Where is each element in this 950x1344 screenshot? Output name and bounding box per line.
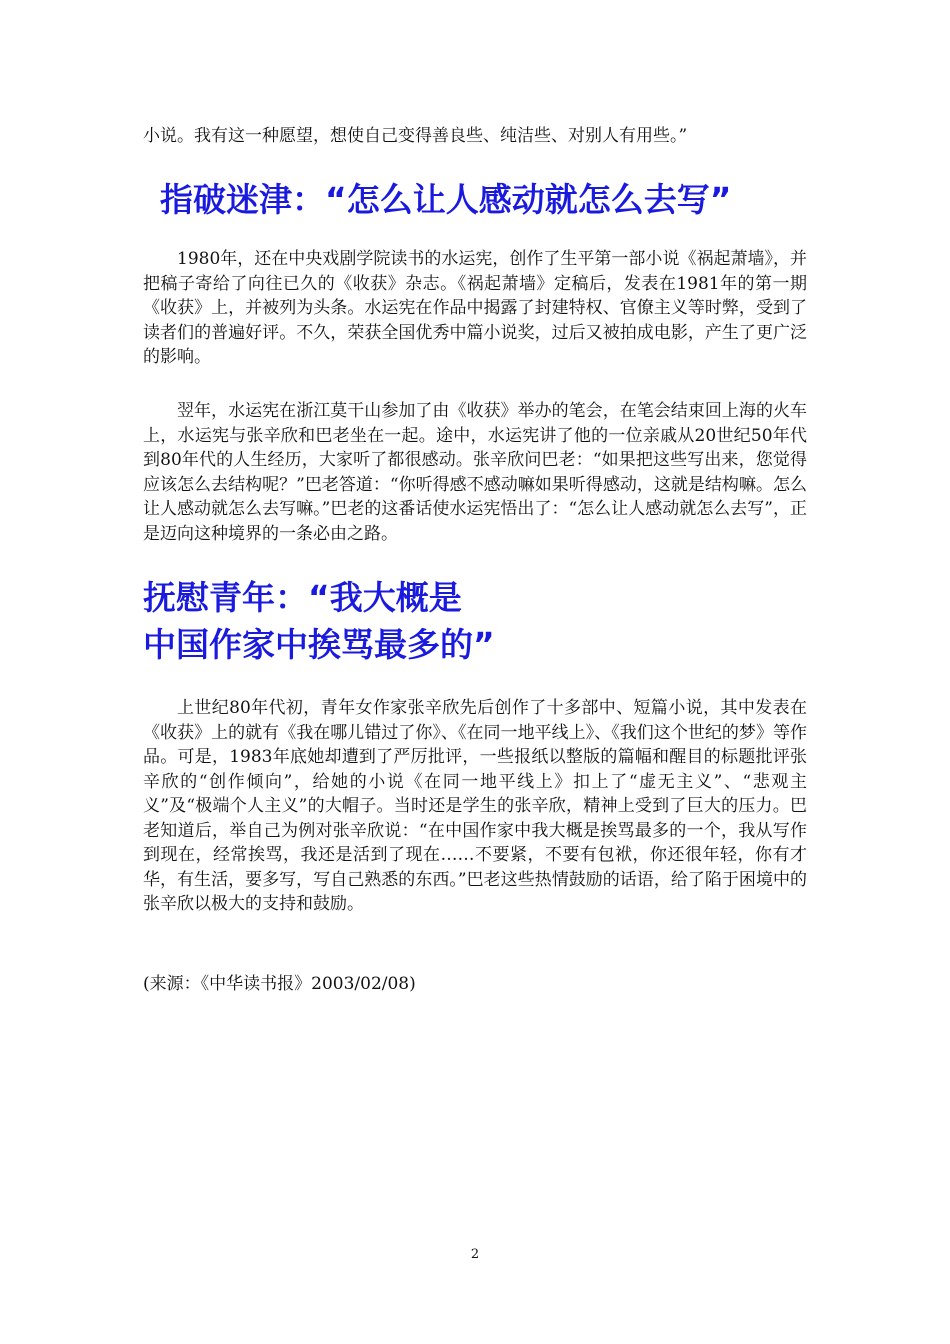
section1-paragraph-2: 翌年，水运宪在浙江莫干山参加了由《收获》举办的笔会，在笔会结束回上海的火车上，水运宪与张辛欣和巴老坐在一起。途中，水运宪讲了他的一位亲戚从20世纪50年代到80年代的人生经历，大家听了都很感动。张辛欣问巴老：“如果把这些写出来，您觉得应该怎么去结构呢？”巴老答道：“你听得感不感动嘛如果听得感动，这就是结构嘛。怎么让人感动就怎么去写嘛。”巴老的这番话使水运宪悟出了：“怎么让人感动就怎么去写”，正是迈向这种境界的一条必由之路。 (143, 401, 807, 544)
section1-paragraph-1: 1980年，还在中央戏剧学院读书的水运宪，创作了生平第一部小说《祸起萧墙》，并把稿子寄给了向往已久的《收获》杂志。《祸起萧墙》定稿后，发表在1981年的第一期《收获》上，并被列为头条。水运宪在作品中揭露了封建特权、官僚主义等时弊，受到了读者们的普遍好评。不久，荣获全国优秀中篇小说奖，过后又被拍成电影，产生了更广泛的影响。 (143, 249, 807, 367)
section2-heading-line1: 抚慰青年：“我大概是 (143, 578, 462, 617)
source-citation: (来源：《中华读书报》2003/02/08) (143, 974, 416, 994)
intro-line: 小说。我有这一种愿望，想使自己变得善良些、纯洁些、对别人有用些。” (143, 126, 688, 146)
section2-paragraph-1: 上世纪80年代初，青年女作家张辛欣先后创作了十多部中、短篇小说，其中发表在《收获》上的就有《我在哪儿错过了你》、《在同一地平线上》、《我们这个世纪的梦》等作品。可是，1983年底她却遭到了严厉批评，一些报纸以整版的篇幅和醒目的标题批评张辛欣的“创作倾向”，给她的小说《在同一地平线上》扣上了“虚无主义”、“悲观主义”及“极端个人主义”的大帽子。当时还是学生的张辛欣，精神上受到了巨大的压力。巴老知道后，举自己为例对张辛欣说：“在中国作家中我大概是挨骂最多的一个，我从写作到现在，经常挨骂，我还是活到了现在……不要紧，不要有包袱，你还很年轻，你有才华，有生活，要多写，写自己熟悉的东西。”巴老这些热情鼓励的话语，给了陷于困境中的张辛欣以极大的支持和鼓励。 (143, 698, 807, 914)
section2-heading-line2: 中国作家中挨骂最多的” (143, 625, 495, 664)
page-number: 2 (470, 1247, 480, 1262)
section1-heading: 指破迷津：“怎么让人感动就怎么去写” (160, 180, 732, 219)
